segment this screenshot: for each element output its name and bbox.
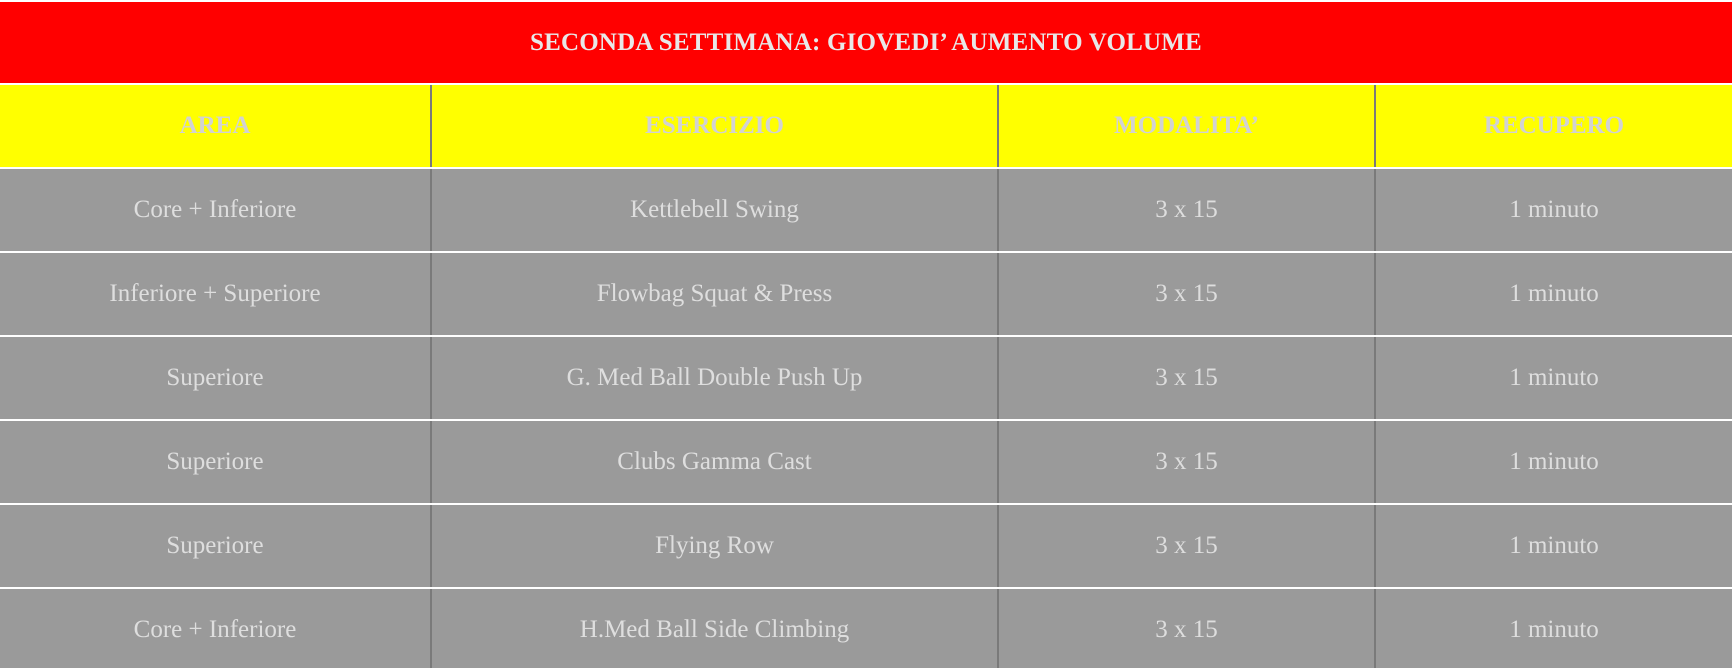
cell-area: Inferiore + Superiore (109, 280, 321, 307)
cell-modalita: 3 x 15 (997, 253, 1374, 335)
cell-modalita: 3 x 15 (997, 337, 1374, 419)
cell-esercizio: Clubs Gamma Cast (430, 421, 997, 503)
cell-recupero: 1 minuto (1374, 589, 1732, 668)
cell-area: Core + Inferiore (133, 616, 297, 643)
cell-esercizio: Kettlebell Swing (430, 169, 997, 251)
header-area: AREA (179, 112, 251, 139)
cell-recupero: 1 minuto (1374, 421, 1732, 503)
cell-recupero: 1 minuto (1374, 505, 1732, 587)
cell-modalita: 3 x 15 (997, 421, 1374, 503)
table-row (0, 337, 1732, 419)
table-title: SECONDA SETTIMANA: GIOVEDI’ AUMENTO VOLUME (0, 2, 1732, 83)
cell-esercizio: Flowbag Squat & Press (430, 253, 997, 335)
cell-recupero: 1 minuto (1374, 337, 1732, 419)
cell-area: Core + Inferiore (133, 196, 297, 223)
cell-recupero: 1 minuto (1374, 253, 1732, 335)
cell-modalita: 3 x 15 (997, 169, 1374, 251)
table-header-row (0, 85, 1732, 167)
header-recupero: RECUPERO (1374, 85, 1732, 167)
table-row (0, 589, 1732, 668)
header-esercizio: ESERCIZIO (430, 85, 997, 167)
table-row (0, 169, 1732, 251)
table-row (0, 421, 1732, 503)
cell-area: Superiore (166, 532, 264, 559)
cell-esercizio: H.Med Ball Side Climbing (430, 589, 997, 668)
cell-area: Superiore (166, 364, 264, 391)
cell-area: Superiore (166, 448, 264, 475)
cell-esercizio: G. Med Ball Double Push Up (430, 337, 997, 419)
header-modalita: MODALITA’ (997, 85, 1374, 167)
cell-recupero: 1 minuto (1374, 169, 1732, 251)
table-row (0, 505, 1732, 587)
cell-modalita: 3 x 15 (997, 505, 1374, 587)
cell-esercizio: Flying Row (430, 505, 997, 587)
table-row (0, 253, 1732, 335)
cell-modalita: 3 x 15 (997, 589, 1374, 668)
